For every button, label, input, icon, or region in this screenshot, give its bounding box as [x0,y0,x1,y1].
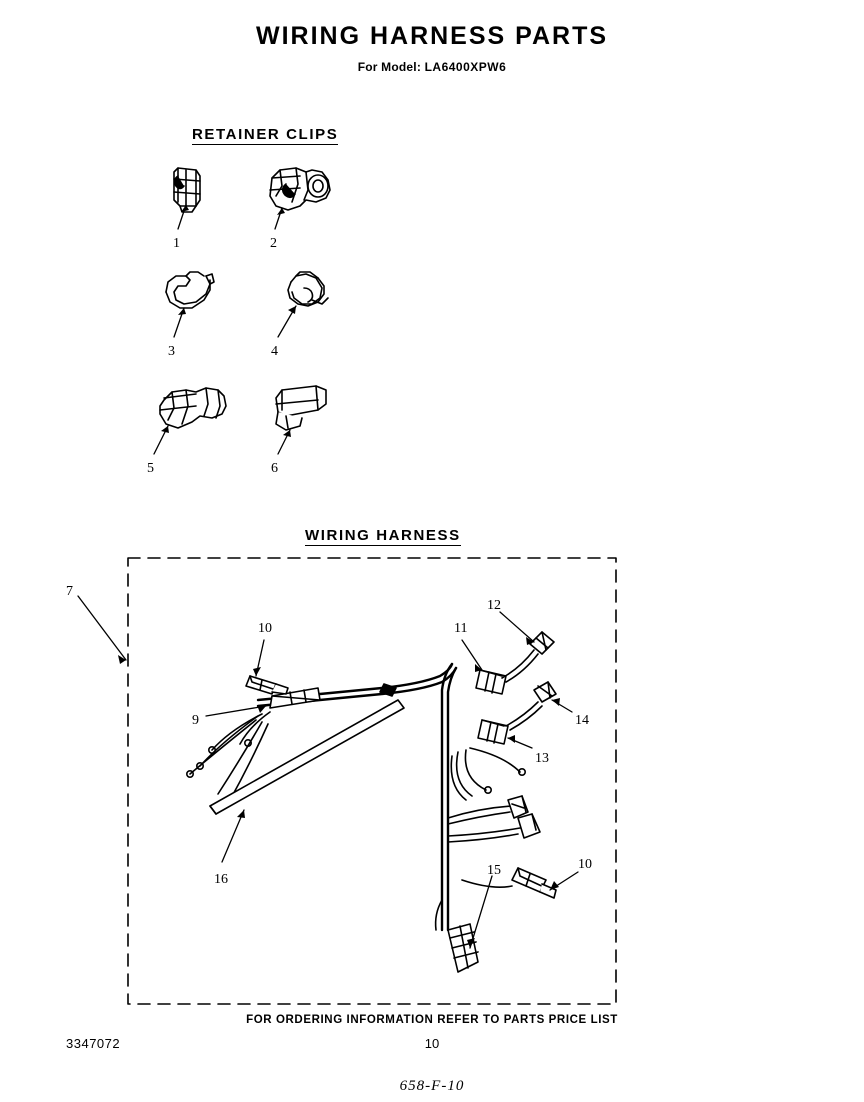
callout-10-upper: 10 [258,621,272,636]
callout-3: 3 [168,344,175,359]
callout-10-lower: 10 [578,857,592,872]
callout-1: 1 [173,236,180,251]
model-line [0,60,864,74]
part-3-clip [166,272,214,308]
callout-12: 12 [487,598,501,613]
callout-2: 2 [270,236,277,251]
ordering-information-note: FOR ORDERING INFORMATION REFER TO PARTS PRICE LIST [246,1014,618,1026]
wiring-harness-assembly [187,632,556,972]
callout-7: 7 [66,584,73,599]
callout-13: 13 [535,751,549,766]
page-title: WIRING HARNESS PARTS [255,22,609,50]
part-2-clip [270,168,330,210]
model-label: For Model: [357,60,422,74]
callout-6: 6 [271,461,278,476]
callout-11: 11 [454,621,468,636]
sheet-code: 658-F-10 [399,1078,465,1094]
part-5-clip [160,388,226,428]
callout-14: 14 [575,713,589,728]
part-6-clip [276,386,326,430]
page-number: 10 [424,1036,440,1051]
part-1-clip [174,168,200,212]
section-heading-retainer-clips: RETAINER CLIPS [192,126,339,143]
callout-4: 4 [271,344,278,359]
model-value: LA6400XPW6 [424,60,507,74]
part-number: 3347072 [66,1036,121,1051]
callout-16: 16 [214,872,228,887]
part-4-clip [288,272,328,306]
callout-5: 5 [147,461,154,476]
callout-9: 9 [192,713,199,728]
callout-15: 15 [487,863,501,878]
section-heading-wiring-harness: WIRING HARNESS [305,527,461,544]
